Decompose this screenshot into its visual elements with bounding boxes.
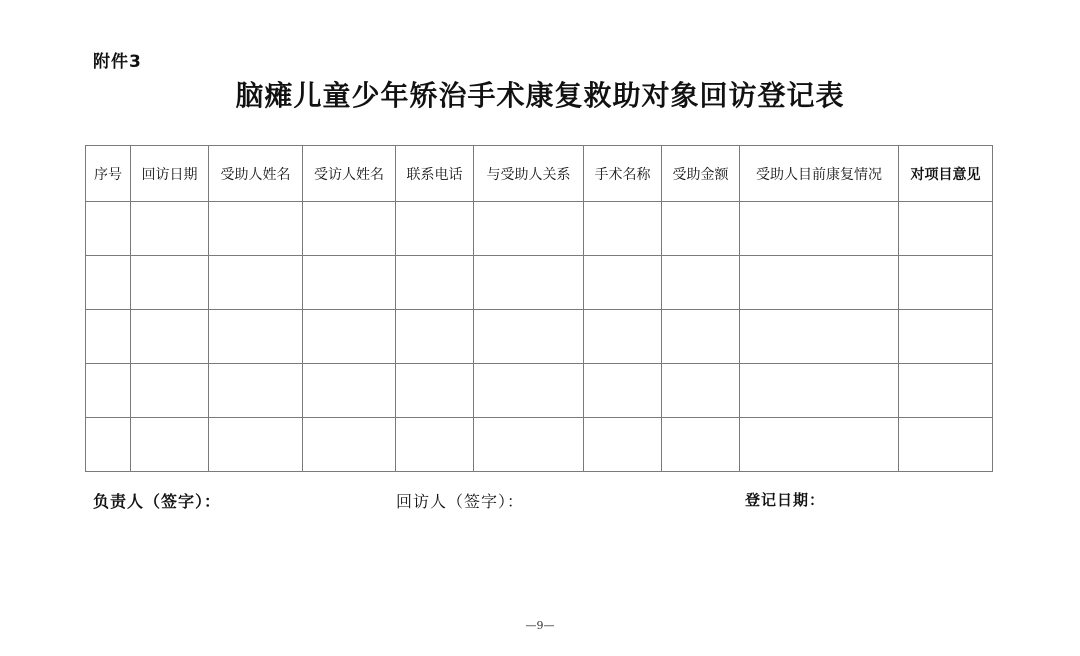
table-cell bbox=[396, 418, 474, 472]
table-cell bbox=[209, 310, 303, 364]
header-phone: 联系电话 bbox=[396, 146, 474, 202]
table-cell bbox=[209, 202, 303, 256]
responsible-signature-label: 负责人（签字）： bbox=[93, 492, 222, 511]
table-cell bbox=[584, 310, 662, 364]
table-cell bbox=[474, 310, 584, 364]
header-serial-number: 序号 bbox=[86, 146, 131, 202]
header-surgery-name: 手术名称 bbox=[584, 146, 662, 202]
table-cell bbox=[899, 310, 993, 364]
table-cell bbox=[740, 310, 899, 364]
table-cell bbox=[662, 364, 740, 418]
table-row bbox=[86, 310, 993, 364]
header-recovery-status: 受助人目前康复情况 bbox=[740, 146, 899, 202]
table-cell bbox=[474, 256, 584, 310]
table-cell bbox=[740, 418, 899, 472]
header-visit-date: 回访日期 bbox=[131, 146, 209, 202]
table-cell bbox=[899, 418, 993, 472]
table-cell bbox=[303, 256, 396, 310]
table-row bbox=[86, 256, 993, 310]
table-cell bbox=[899, 256, 993, 310]
table-cell bbox=[396, 202, 474, 256]
table-cell bbox=[303, 310, 396, 364]
table-cell bbox=[662, 418, 740, 472]
table-cell bbox=[396, 310, 474, 364]
table-cell bbox=[740, 202, 899, 256]
table-cell bbox=[303, 418, 396, 472]
header-project-opinion: 对项目意见 bbox=[899, 146, 993, 202]
table-cell bbox=[899, 202, 993, 256]
table-cell bbox=[662, 202, 740, 256]
table-cell bbox=[303, 202, 396, 256]
table-cell bbox=[396, 364, 474, 418]
table-cell bbox=[86, 256, 131, 310]
header-interviewee-name: 受访人姓名 bbox=[303, 146, 396, 202]
table-row bbox=[86, 364, 993, 418]
header-recipient-name: 受助人姓名 bbox=[209, 146, 303, 202]
table-cell bbox=[131, 202, 209, 256]
page-number: —9— bbox=[525, 619, 555, 632]
table-cell bbox=[86, 202, 131, 256]
attachment-label: 附件3 bbox=[93, 52, 142, 72]
table-cell bbox=[131, 364, 209, 418]
table-cell bbox=[131, 256, 209, 310]
table-cell bbox=[303, 364, 396, 418]
table-cell bbox=[740, 256, 899, 310]
table-cell bbox=[209, 256, 303, 310]
table-cell bbox=[86, 418, 131, 472]
table-cell bbox=[584, 202, 662, 256]
table-cell bbox=[662, 256, 740, 310]
table-cell bbox=[131, 310, 209, 364]
table-row bbox=[86, 418, 993, 472]
table-header-row bbox=[86, 146, 993, 202]
registration-date-label: 登记日期： bbox=[745, 491, 826, 509]
page-title: 脑瘫儿童少年矫治手术康复救助对象回访登记表 bbox=[235, 79, 845, 112]
table-cell bbox=[584, 418, 662, 472]
table-cell bbox=[209, 418, 303, 472]
table-cell bbox=[740, 364, 899, 418]
table-row bbox=[86, 202, 993, 256]
table-cell bbox=[86, 364, 131, 418]
header-aid-amount: 受助金额 bbox=[662, 146, 740, 202]
table-cell bbox=[584, 364, 662, 418]
table-cell bbox=[131, 418, 209, 472]
table-cell bbox=[899, 364, 993, 418]
table-cell bbox=[86, 310, 131, 364]
table-cell bbox=[474, 418, 584, 472]
table-cell bbox=[662, 310, 740, 364]
header-relationship: 与受助人关系 bbox=[474, 146, 584, 202]
table-cell bbox=[474, 364, 584, 418]
follow-up-register-table bbox=[85, 145, 993, 472]
table-cell bbox=[209, 364, 303, 418]
table-cell bbox=[396, 256, 474, 310]
table-cell bbox=[584, 256, 662, 310]
visitor-signature-label: 回访人（签字）： bbox=[396, 492, 525, 511]
table-cell bbox=[474, 202, 584, 256]
